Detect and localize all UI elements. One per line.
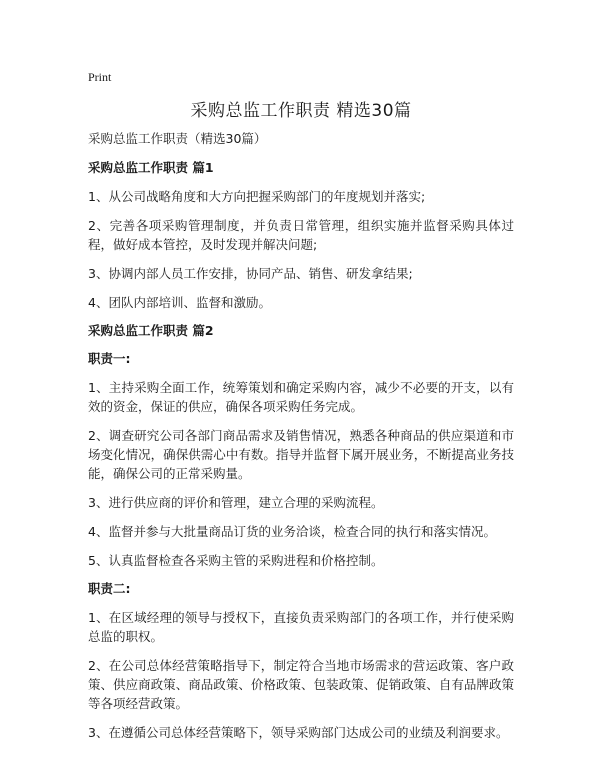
paragraph: 5、认真监督检查各采购主管的采购进程和价格控制。: [88, 553, 384, 568]
paragraph: 2、在公司总体经营策略指导下，制定符合当地市场需求的营运政策、客户政策、供应商政策、商品政策、价格政策、包装政策、促销政策、自有品牌政策等各项经营政策。: [88, 658, 514, 711]
paragraph: 1、从公司战略角度和大方向把握采购部门的年度规划并落实;: [88, 189, 426, 204]
paragraph: 3、协调内部人员工作安排，协同产品、销售、研发拿结果;: [88, 266, 413, 281]
duty-one-label: 职责一:: [88, 351, 131, 366]
section-heading-1: 采购总监工作职责 篇1: [88, 160, 214, 175]
document-subtitle: 采购总监工作职责（精选30篇）: [88, 131, 267, 146]
paragraph: 1、在区域经理的领导与授权下，直接负责采购部门的各项工作，并行使采购总监的职权。: [88, 610, 514, 644]
document-title: 采购总监工作职责 精选30篇: [190, 101, 412, 121]
section-heading-2: 采购总监工作职责 篇2: [88, 323, 214, 338]
paragraph: 3、在遵循公司总体经营策略下，领导采购部门达成公司的业绩及利润要求。: [88, 725, 509, 740]
paragraph: 4、监督并参与大批量商品订货的业务洽谈，检查合同的执行和落实情况。: [88, 524, 496, 539]
print-label[interactable]: Print: [88, 70, 112, 84]
paragraph: 2、调查研究公司各部门商品需求及销售情况，熟悉各种商品的供应渠道和市场变化情况，确保供需心中有数。指导并监督下属开展业务，不断提高业务技能，确保公司的正常采购量。: [88, 428, 514, 481]
paragraph: 1、主持采购全面工作，统筹策划和确定采购内容，减少不必要的开支，以有效的资金，保证的供应，确保各项采购任务完成。: [88, 380, 514, 414]
paragraph: 2、完善各项采购管理制度，并负责日常管理，组织实施并监督采购具体过程，做好成本管控，及时发现并解决问题;: [88, 218, 514, 252]
duty-two-label: 职责二:: [88, 581, 131, 596]
paragraph: 4、团队内部培训、监督和激励。: [88, 295, 271, 310]
paragraph: 3、进行供应商的评价和管理，建立合理的采购流程。: [88, 495, 384, 510]
